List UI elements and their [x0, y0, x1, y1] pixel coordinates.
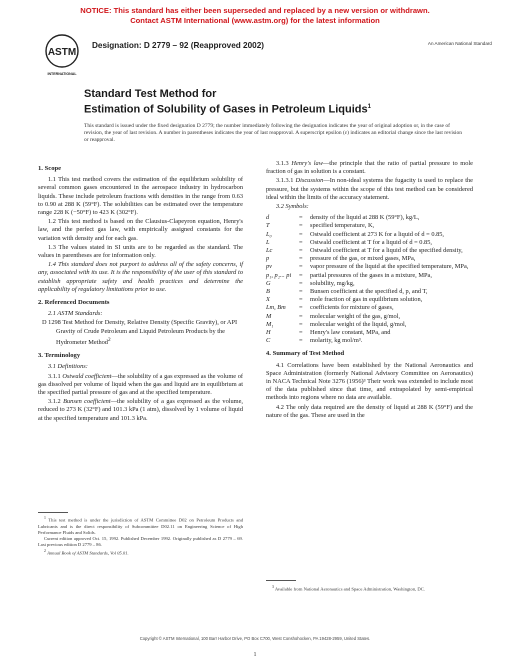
symbol-definition: partial pressures of the gases in a mixture, MPa, — [310, 271, 432, 279]
para-4-1: 4.1 Correlations have been established by the National Aeronautics and Space Administration (formerly National Advisory Committee on Aeronautics) in NACA Technical Note 3276 (1956)³ Their work was extended to include most of the data published since that time, and extrapolated by semi-empirical methods into regions where no data are available. — [266, 361, 473, 402]
symbol-definition: coefficients for mixture of gases, — [310, 304, 394, 312]
para-3-1-3-1: 3.1.3.1 Discussion—In non-ideal systems the fugacity is used to replace the pressure, but the systems within the scope of this test method can be considered ideal within the limits of the accuracy statement. — [266, 177, 473, 201]
symbol-equals: = — [299, 329, 303, 337]
symbol-name: d — [266, 214, 270, 222]
symbol-definition: molecular weight of the gas, g/mol, — [310, 312, 401, 320]
symbol-equals: = — [299, 337, 303, 345]
symbol-name: G — [266, 279, 271, 287]
ans-label: An American National Standard — [427, 41, 492, 46]
symbol-name: M — [266, 312, 272, 320]
symbol-definition: density of the liquid at 288 K (59°F), kg/L, — [310, 214, 420, 222]
para-3-1: 3.1 Definitions: — [48, 363, 88, 371]
notice-line-2: Contact ASTM International (www.astm.org) for the latest information — [130, 16, 380, 25]
title-line-2: Estimation of Solubility of Gases in Petroleum Liquids$^1$ — [84, 103, 371, 116]
symbol-definition: pressure of the gas, or mixed gases, MPa, — [310, 255, 416, 263]
para-3-1-1: 3.1.1 Ostwald coefficient—the solubility of a gas expressed as the volume of gas dissolved per volume of liquid when the gas and liquid are in equilibrium at the specified partial pressure of gas and at the specified temperature. — [38, 372, 243, 396]
symbol-name: C — [266, 337, 271, 345]
section-1-heading: 1. Scope — [38, 165, 62, 172]
symbol-equals: = — [299, 279, 303, 287]
svg-text:INTERNATIONAL: INTERNATIONAL — [47, 72, 77, 76]
astm-logo-icon — [42, 32, 82, 78]
para-1-4: 1.4 This standard does not purport to address all of the safety concerns, if any, associated with its use. It is the responsibility of the user of this standard to establish appropriate safety and health practices and determine the applicability of regulatory limitations prior to use. — [38, 261, 243, 293]
symbol-equals: = — [299, 288, 303, 296]
copyright-footer: Copyright © ASTM International, 100 Barr Harbor Drive, PO Box C700, West Conshohocken, PA 19428-2959, United States. — [139, 636, 371, 641]
para-1-1: 1.1 This test method covers the estimation of the equilibrium solubility of several common gases encountered in the aerospace industry in hydrocarbon liquids. These include petroleum fractions with densities in the range from 0.63 to 0.90 at 288 K (59°F). The solubilities can be estimated over the temperature range 228 K (−50°F) to 423 K (302°F). — [38, 176, 243, 217]
symbol-equals: = — [299, 230, 303, 238]
section-4-heading: 4. Summary of Test Method — [266, 350, 345, 358]
symbol-name: X — [266, 296, 270, 304]
symbol-equals: = — [299, 263, 303, 271]
footnote-1b: Current edition approved Oct. 15, 1992. Published December 1992. Originally published as D 2779 – 69. Last previous edition D 2779 – 86. — [38, 535, 243, 547]
symbol-name: p — [266, 255, 270, 263]
symbol-definition: Ostwald coefficient at T for a liquid of d = 0.85, — [310, 238, 432, 246]
footnote-rule-right — [266, 580, 296, 581]
symbol-name: H — [266, 329, 271, 337]
para-2-1: 2.1 ASTM Standards: — [48, 310, 103, 318]
footnote-1: $^1$ This test method is under the jurisdiction of ASTM Committee D02 on Petroleum Products and Lubricants and is the direct responsibility of Subcommittee D02.11 on Engineering Science of High Performance Fluids and Solids. — [38, 516, 243, 535]
symbol-definition: solubility, mg/kg, — [310, 279, 355, 287]
symbol-name: Lm, Bm — [266, 304, 286, 312]
symbols-list — [266, 214, 473, 345]
symbol-equals: = — [299, 296, 303, 304]
symbol-equals: = — [299, 320, 303, 328]
page-number: 1 — [253, 652, 257, 658]
notice-line-1: NOTICE: This standard has either been superseded and replaced by a new version or withdrawn. — [80, 6, 430, 15]
para-3-1-2: 3.1.2 Bunsen coefficient—the solubility of a gas expressed as the volume, reduced to 273 K (32°F) and 101.3 kPa (1 atm), dissolved by 1 volume of liquid at the specified temperature and 101.3 kPa. — [38, 398, 244, 422]
symbol-definition: specified temperature, K, — [310, 222, 375, 230]
para-3-1-3: 3.1.3 Henry's law—the principle that the ratio of partial pressure to mole fraction of gas in solution is a constant. — [266, 160, 473, 176]
symbol-definition: Henry's law constant, MPa, and — [310, 329, 391, 337]
symbol-equals: = — [299, 271, 303, 279]
reference-d1298: D 1298 Test Method for Density, Relative Density (Specific Gravity), or API Gravity of Crude Petroleum and Liquid Petroleum Products by the Hydrometer Method$^2$ — [42, 319, 238, 346]
symbol-definition: vapor pressure of the liquid at the specified temperature, MPa, — [310, 263, 469, 271]
footnote-3: $^3$ Available from National Aeronautics and Space Administration, Washington, DC. — [272, 585, 425, 592]
symbol-equals: = — [299, 312, 303, 320]
para-3-2: 3.2 Symbols: — [276, 203, 309, 211]
symbol-definition: molecular weight of the liquid, g/mol, — [310, 320, 407, 328]
symbol-name: B — [266, 288, 270, 296]
para-1-3: 1.3 The values stated in SI units are to be regarded as the standard. The values in parentheses are for information only. — [38, 243, 243, 260]
symbol-equals: = — [299, 222, 303, 230]
svg-text:ASTM: ASTM — [47, 47, 77, 58]
title-line-1: Standard Test Method for — [84, 88, 217, 100]
footnote-2: $^2$ Annual Book of ASTM Standards, Vol 05.01. — [44, 548, 129, 556]
footnotes-left — [38, 515, 243, 556]
symbol-definition: mole fraction of gas in equilibrium solution, — [310, 296, 423, 304]
section-2-heading: 2. Referenced Documents — [38, 299, 110, 307]
symbol-equals: = — [299, 238, 303, 246]
right-column — [266, 160, 473, 421]
symbol-definition: Ostwald coefficient at 273 K for a liquid of d = 0.85, — [310, 230, 445, 238]
section-3-heading: 3. Terminology — [38, 352, 81, 360]
designation: Designation: D 2779 – 92 (Reapproved 2002) — [92, 41, 265, 50]
issued-note: This standard is issued under the fixed designation D 2779; the number immediately following the designation indicates the year of original adoption or, in the case of revision, the year of last revision. A number in parentheses indicates the year of last reapproval. A superscript epsilon (ε) indicates an editorial change since the last revision or reapproval. — [84, 123, 463, 144]
symbol-definition: Bunsen coefficient at the specified d, p, and T, — [310, 288, 428, 296]
symbol-name: T — [266, 222, 270, 230]
document-title — [84, 88, 371, 117]
symbol-equals: = — [299, 214, 303, 222]
symbol-equals: = — [299, 247, 303, 255]
symbol-name: Lc — [266, 247, 273, 255]
symbol-name: pv — [266, 263, 272, 271]
symbol-definition: molarity, kg mol/m³. — [310, 337, 363, 345]
symbol-name: L₀ — [266, 230, 272, 238]
footnote-rule-left — [38, 512, 68, 513]
symbol-name: L — [266, 238, 270, 246]
notice-banner — [0, 6, 510, 26]
symbol-name: p₁, p₂... pi — [266, 271, 292, 279]
symbol-definition: Ostwald coefficient at T for a liquid of the specified density, — [310, 247, 463, 255]
para-4-2: 4.2 The only data required are the density of liquid at 288 K (59°F) and the nature of the gas. These are used in the — [266, 403, 473, 419]
para-1-2: 1.2 This test method is based on the Clausius-Clapeyron equation, Henry's law, and the perfect gas law, with empirically assigned constants for the variation with density and for each gas. — [38, 218, 243, 242]
symbol-equals: = — [299, 255, 303, 263]
left-column — [38, 160, 243, 424]
symbol-equals: = — [299, 304, 303, 312]
symbol-name: M₁ — [266, 320, 274, 328]
